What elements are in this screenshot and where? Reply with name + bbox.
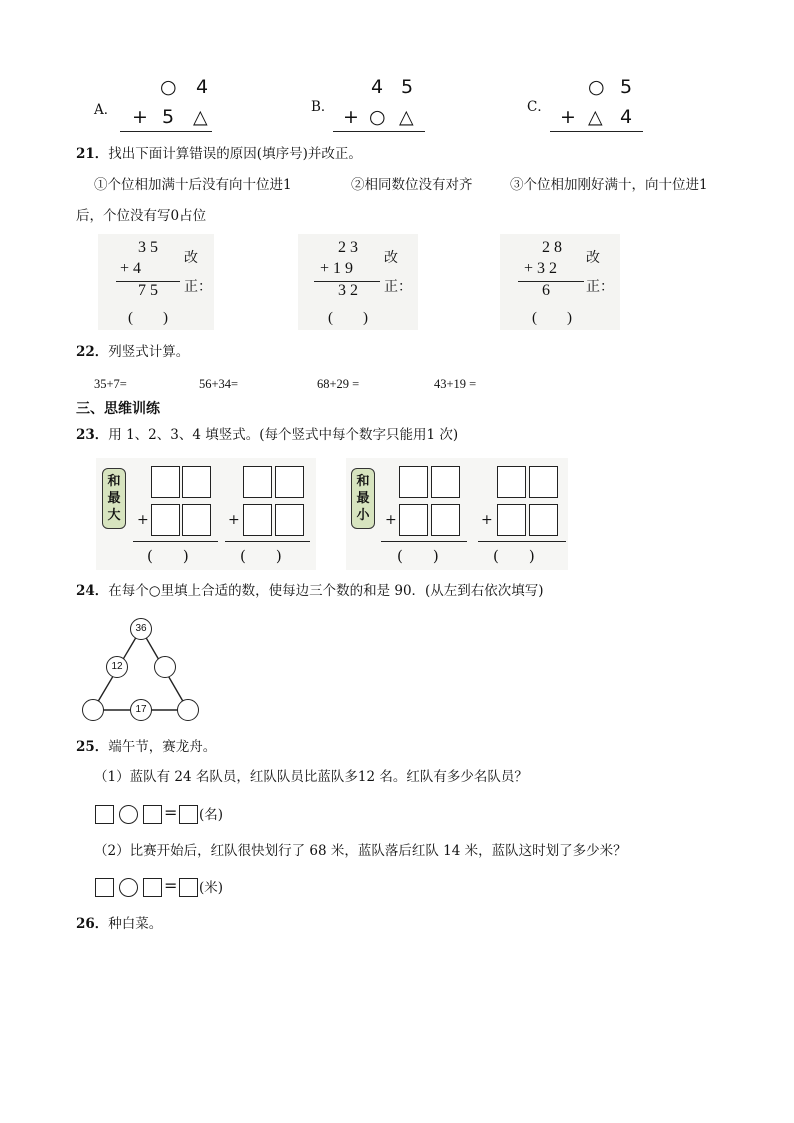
- answer-box[interactable]: [95, 805, 114, 824]
- zheng-label: 正：: [384, 280, 412, 295]
- option-b-plus: +: [343, 106, 359, 128]
- calc-top: 2 3: [338, 239, 358, 256]
- tag-char: 和: [356, 474, 370, 489]
- answer-paren[interactable]: ( ): [493, 547, 535, 565]
- node-top: 36: [130, 618, 152, 640]
- answer-box[interactable]: [179, 805, 198, 824]
- calc-item-3: 68+29 =: [317, 377, 360, 391]
- calc-result: 7 5: [138, 282, 158, 299]
- node-right-mid[interactable]: [154, 656, 176, 678]
- node-bottom-right[interactable]: [177, 699, 199, 721]
- digit-box[interactable]: [275, 504, 304, 536]
- answer-box[interactable]: [143, 805, 162, 824]
- calc-mid: + 3 2: [524, 260, 558, 277]
- gai-label: 改: [586, 251, 600, 266]
- reason-3-continued: 后，个位没有写0占位: [76, 208, 207, 224]
- node-bottom-mid: 17: [130, 699, 152, 721]
- digit-box[interactable]: [275, 466, 304, 498]
- digit-box[interactable]: [182, 504, 211, 536]
- question-25-part-2: （2）比赛开始后，红队很快划行了 68 米，蓝队落后红队 14 米，蓝队这时划了多少米？: [94, 843, 627, 859]
- sum-line: [381, 541, 467, 542]
- calc-item-1: 35+7=: [94, 377, 127, 391]
- option-c-label: C．: [527, 99, 551, 115]
- answer-paren[interactable]: ( ): [128, 310, 168, 326]
- question-number: 21．: [76, 146, 109, 162]
- zheng-label: 正：: [184, 280, 212, 295]
- option-a-top-2: 4: [196, 76, 209, 98]
- question-number: 25．: [76, 739, 109, 755]
- calc-item-2: 56+34=: [199, 377, 239, 391]
- plus-sign: +: [137, 512, 149, 528]
- question-25-part-1: （1）蓝队有 24 名队员，红队队员比蓝队多12 名。红队有多少名队员？: [94, 769, 528, 785]
- digit-box[interactable]: [399, 504, 428, 536]
- question-text: 在每个○里填上合适的数，使每边三个数的和是 90．(从左到右依次填写): [108, 583, 544, 599]
- reason-2: ②相同数位没有对齐: [351, 177, 473, 193]
- plus-sign: +: [385, 512, 397, 528]
- answer-paren[interactable]: ( ): [240, 547, 282, 565]
- error-calc-2: [298, 234, 418, 330]
- equals-sign: =: [164, 876, 178, 895]
- question-number: 24．: [76, 583, 109, 599]
- option-a-bottom-1: 5: [162, 106, 175, 128]
- option-c-top-1: ○: [588, 76, 605, 98]
- sum-line: [225, 541, 310, 542]
- equals-sign: =: [164, 803, 178, 822]
- option-b-bottom-1: ○: [369, 106, 386, 128]
- gai-label: 改: [384, 251, 398, 266]
- calc-result: 6: [542, 282, 550, 299]
- tag-char: 最: [356, 491, 370, 506]
- digit-box[interactable]: [399, 466, 428, 498]
- question-text: 找出下面计算错误的原因(填序号)并改正。: [108, 146, 362, 162]
- option-c-plus: +: [560, 106, 576, 128]
- option-c-bottom-1: △: [588, 106, 603, 128]
- sum-line: [478, 541, 566, 542]
- option-b-top-2: 5: [401, 76, 414, 98]
- plus-sign: +: [228, 512, 240, 528]
- tag-char: 和: [107, 474, 121, 489]
- reason-3: ③个位相加刚好满十，向十位进1: [510, 177, 708, 193]
- digit-box[interactable]: [497, 466, 526, 498]
- option-c-top-2: 5: [620, 76, 633, 98]
- section-title: 三、思维训练: [76, 401, 160, 417]
- plus-sign: +: [481, 512, 493, 528]
- tag-char: 小: [356, 508, 370, 523]
- question-25: [76, 737, 216, 757]
- digit-box[interactable]: [243, 466, 272, 498]
- answer-paren[interactable]: ( ): [328, 310, 368, 326]
- digit-box[interactable]: [497, 504, 526, 536]
- option-a-plus: +: [132, 106, 148, 128]
- answer-box[interactable]: [95, 878, 114, 897]
- question-24: [76, 581, 544, 601]
- node-left-mid: 12: [106, 656, 128, 678]
- calc-line: [518, 281, 584, 282]
- calc-mid: + 4: [120, 260, 142, 277]
- answer-box[interactable]: [143, 878, 162, 897]
- calc-result: 3 2: [338, 282, 358, 299]
- question-21: [76, 144, 362, 164]
- question-23: [76, 425, 458, 445]
- option-a-line: [120, 131, 212, 132]
- answer-paren[interactable]: ( ): [532, 310, 572, 326]
- option-c-bottom-2: 4: [620, 106, 633, 128]
- error-calc-3: [500, 234, 620, 330]
- question-text: 端午节，赛龙舟。: [108, 739, 217, 755]
- option-c-line: [550, 131, 643, 132]
- question-text: 列竖式计算。: [108, 344, 190, 360]
- digit-box[interactable]: [151, 504, 180, 536]
- answer-paren[interactable]: ( ): [147, 547, 189, 565]
- option-b-top-1: 4: [371, 76, 384, 98]
- gai-label: 改: [184, 251, 198, 266]
- question-26: [76, 914, 162, 934]
- question-text: 种白菜。: [108, 916, 163, 932]
- option-a-label: A．: [94, 102, 118, 118]
- digit-box[interactable]: [529, 466, 558, 498]
- option-a-bottom-2: △: [193, 106, 208, 128]
- calc-item-4: 43+19 =: [434, 377, 477, 391]
- question-number: 23．: [76, 427, 109, 443]
- digit-box[interactable]: [529, 504, 558, 536]
- answer-box[interactable]: [179, 878, 198, 897]
- tag-char: 大: [107, 508, 121, 523]
- calc-top: 3 5: [138, 239, 158, 256]
- tag-sum-min: [351, 468, 375, 529]
- zheng-label: 正：: [586, 280, 614, 295]
- question-text: 用 1、2、3、4 填竖式。(每个竖式中每个数字只能用1 次): [108, 427, 459, 443]
- node-bottom-left[interactable]: [82, 699, 104, 721]
- sum-line: [133, 541, 218, 542]
- digit-box[interactable]: [182, 466, 211, 498]
- tag-char: 最: [107, 491, 121, 506]
- calc-mid: + 1 9: [320, 260, 354, 277]
- option-a-top-1: ○: [160, 76, 177, 98]
- unit-label: (名): [199, 807, 224, 823]
- option-b-line: [333, 131, 425, 132]
- digit-box[interactable]: [243, 504, 272, 536]
- operator-circle[interactable]: [119, 805, 138, 824]
- digit-box[interactable]: [431, 466, 460, 498]
- answer-paren[interactable]: ( ): [397, 547, 439, 565]
- error-calc-1: [98, 234, 214, 330]
- question-number: 26．: [76, 916, 109, 932]
- question-22: [76, 342, 189, 362]
- reason-1: ①个位相加满十后没有向十位进1: [94, 177, 292, 193]
- calc-top: 2 8: [542, 239, 562, 256]
- question-number: 22．: [76, 344, 109, 360]
- tag-sum-max: [102, 468, 126, 529]
- operator-circle[interactable]: [119, 878, 138, 897]
- unit-label: (米): [199, 880, 224, 896]
- digit-box[interactable]: [151, 466, 180, 498]
- option-b-bottom-2: △: [399, 106, 414, 128]
- digit-box[interactable]: [431, 504, 460, 536]
- option-b-label: B．: [311, 99, 335, 115]
